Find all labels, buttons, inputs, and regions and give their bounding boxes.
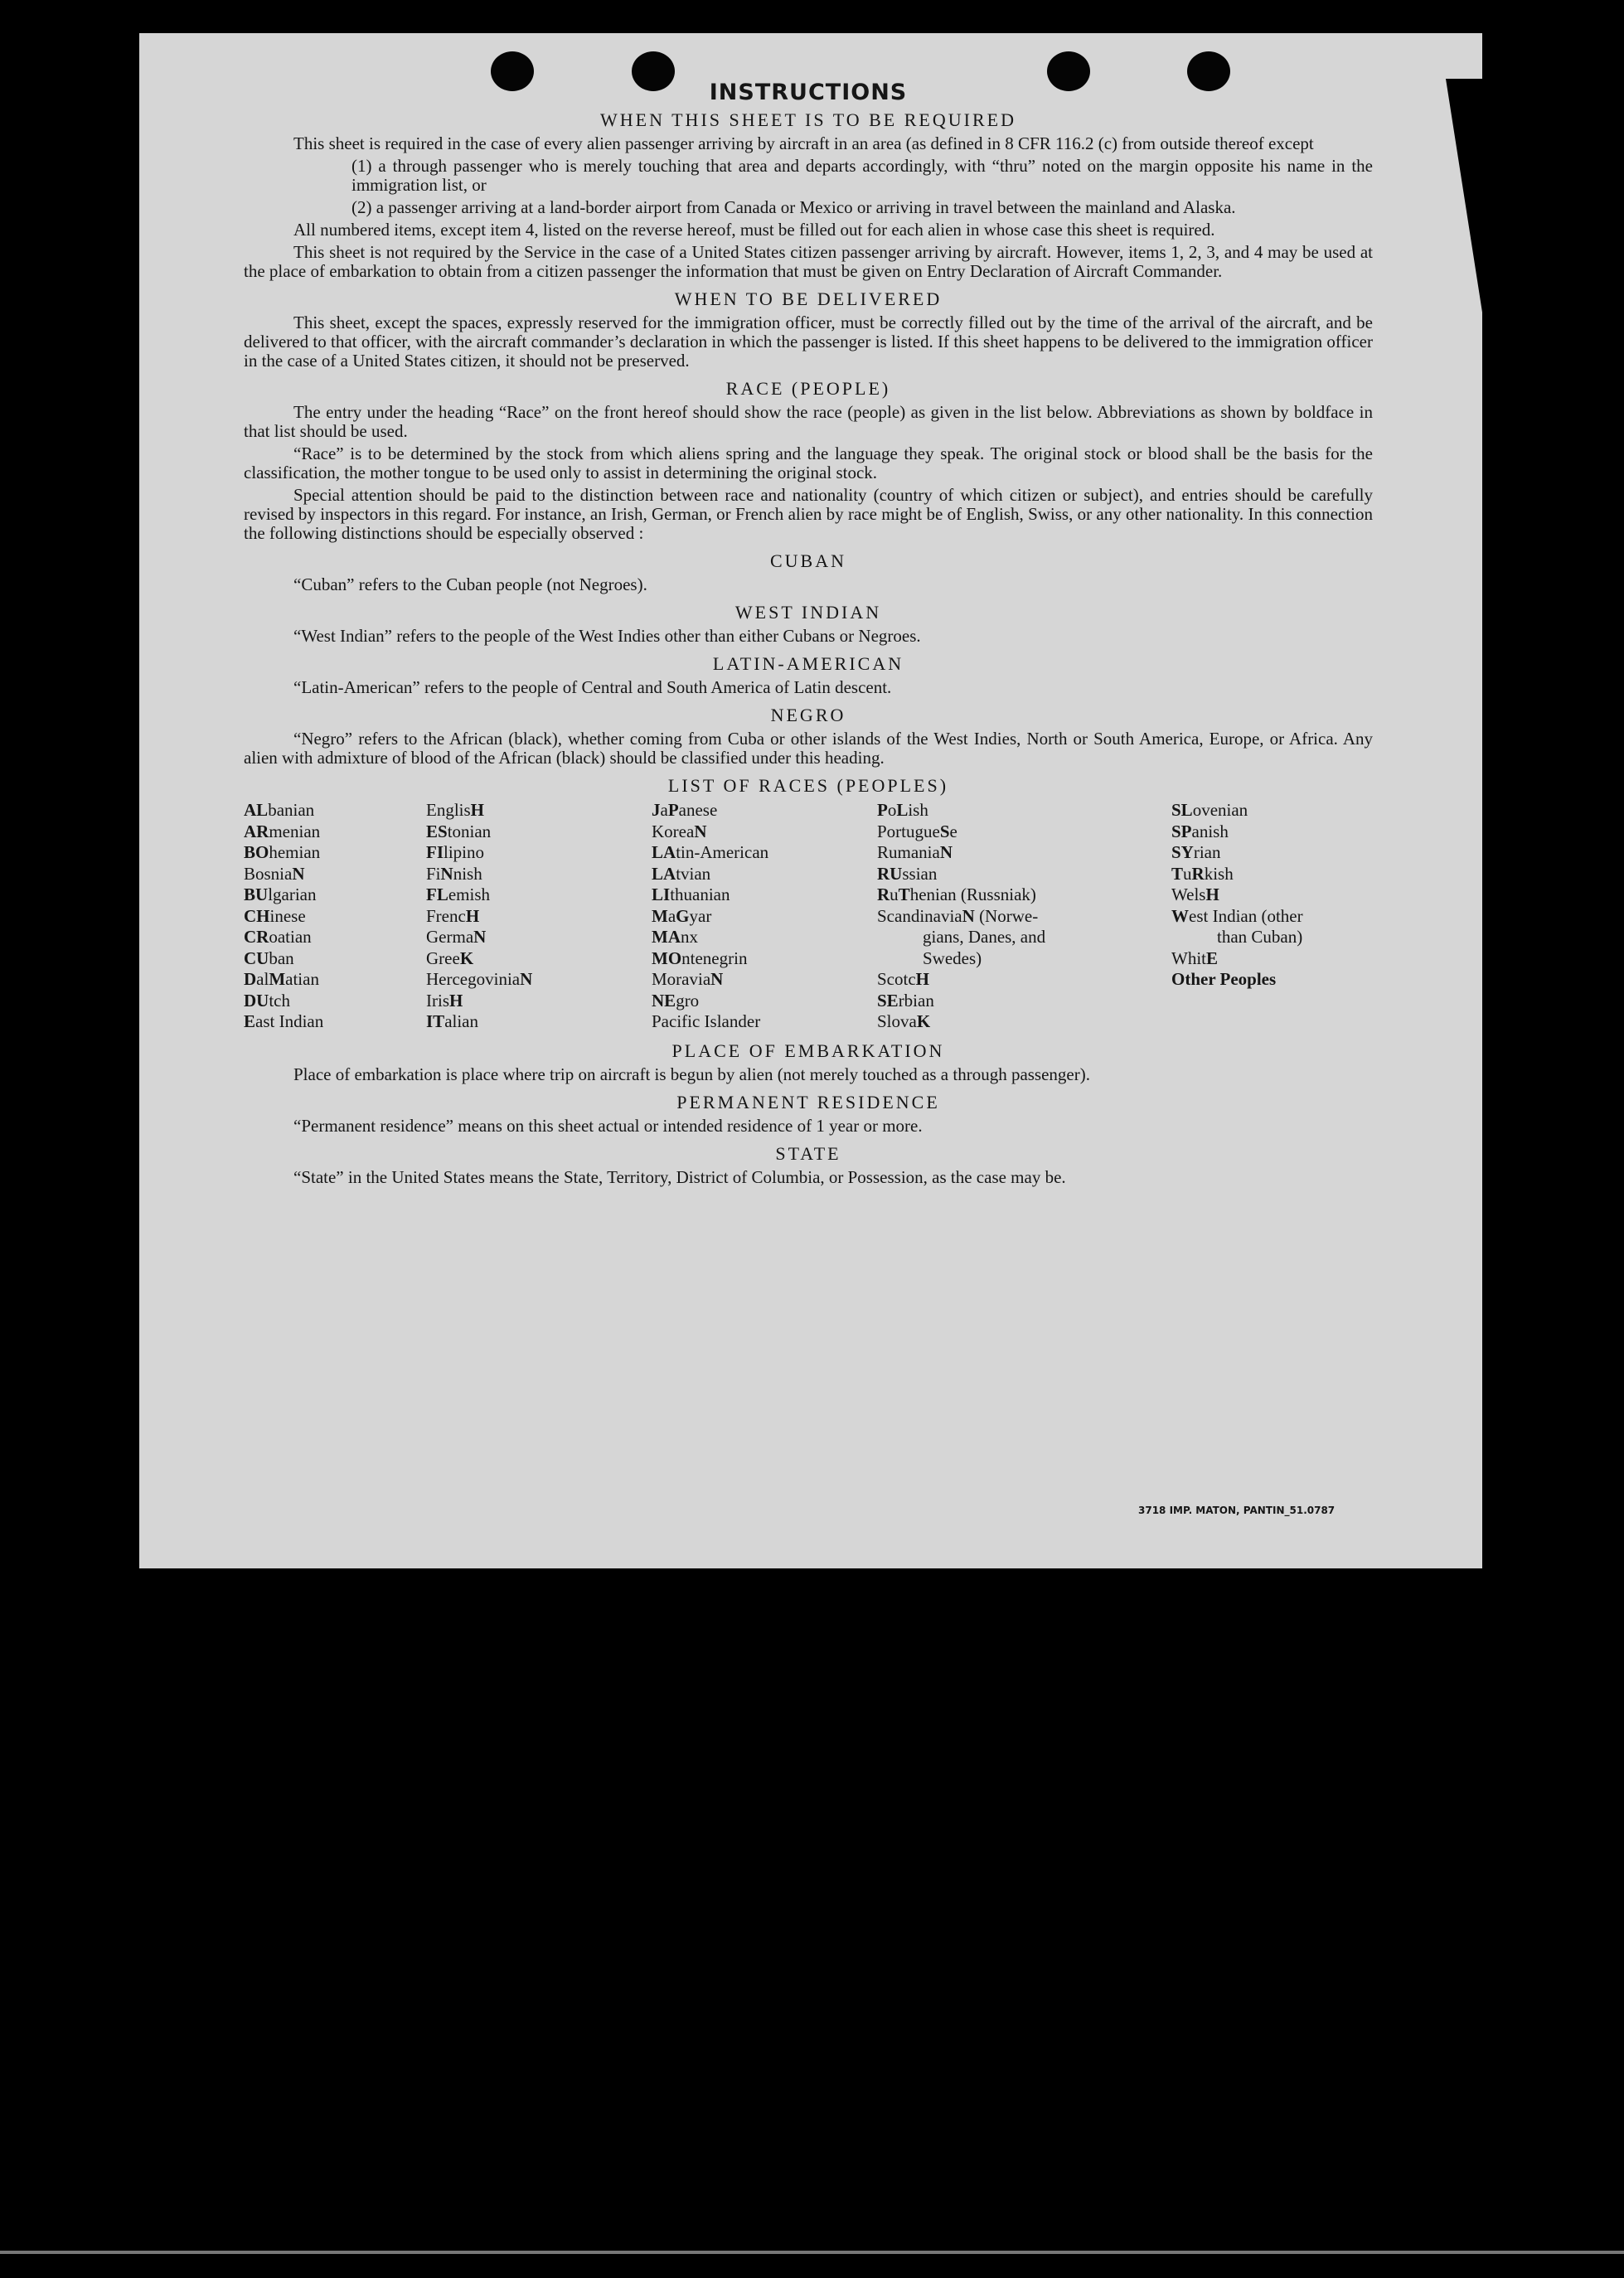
race-item: MAnx (652, 927, 698, 947)
race-item: Swedes) (923, 948, 982, 968)
list-item: (2) a passenger arriving at a land-border airport from Canada or Mexico or arriving in travel between the mainland and Alaska. (351, 197, 1236, 217)
paragraph: “Negro” refers to the African (black), whether coming from Cuba or other islands of the West Indies, North or South America, Europe, or Africa. Any alien with admixture of blood of the African (black) should be classified under this heading. (244, 729, 1373, 768)
race-item: ScandinaviaN (Norwe- (877, 905, 1039, 926)
race-item: NEgro (652, 990, 700, 1011)
race-item: East Indian (244, 1011, 324, 1031)
film-strip-edge (0, 2251, 1624, 2254)
section-heading: STATE (775, 1142, 841, 1164)
race-item: ARmenian (244, 821, 321, 841)
race-item: ScotcH (877, 969, 929, 989)
races-column (244, 800, 426, 1033)
race-item: CHinese (244, 905, 306, 926)
races-column (877, 800, 1171, 1033)
race-item: FiNnish (426, 863, 482, 884)
race-item: West Indian (other (1171, 905, 1303, 926)
race-item: PoLish (877, 800, 928, 820)
race-item: than Cuban) (1217, 927, 1303, 947)
race-item: RUssian (877, 863, 938, 884)
races-column (652, 800, 877, 1033)
race-item: SlovaK (877, 1011, 931, 1031)
race-item: LAtvian (652, 863, 711, 884)
race-item: MOntenegrin (652, 948, 748, 968)
page-title: INSTRUCTIONS (709, 80, 908, 105)
paragraph: This sheet is required in the case of every alien passenger arriving by aircraft in an area (as defined in 8 CFR 116.2 (c) from outside thereof except (293, 133, 1314, 153)
paragraph: Special attention should be paid to the distinction between race and nationality (country of which citizen or subject), and entries should be carefully revised by inspectors in this regard. For instance, an Irish, German, or French alien by race might be of English, Swiss, or any other nationality. In this connection the following distinctions should be especially observed : (244, 485, 1373, 543)
paragraph: This sheet is not required by the Service in the case of a United States citizen passenger arriving by aircraft. However, items 1, 2, 3, and 4 may be used at the place of embarkation to obtain from a citizen passenger the information that must be given on Entry Declaration of Aircraft Commander. (244, 242, 1373, 281)
race-item: BosniaN (244, 863, 305, 884)
paragraph: “Cuban” refers to the Cuban people (not Negroes). (293, 574, 647, 594)
paragraph: “State” in the United States means the State, Territory, District of Columbia, or Possession, as the case may be. (293, 1166, 1066, 1187)
race-item: EnglisH (426, 800, 485, 820)
section-heading: WHEN THIS SHEET IS TO BE REQUIRED (600, 109, 1016, 130)
race-item: DalMatian (244, 969, 319, 989)
section-heading: PERMANENT RESIDENCE (676, 1091, 940, 1112)
section-heading: RACE (PEOPLE) (725, 378, 891, 399)
paragraph: This sheet, except the spaces, expressly reserved for the immigration officer, must be correctly filled out by the time of the arrival of the aircraft, and be delivered to that officer, with the aircraft commander’s declaration in which the passenger is listed. If this sheet happens to be delivered to the immigration officer in the case of a United States citizen, it should not be preserved. (244, 313, 1373, 371)
race-item: SPanish (1171, 821, 1229, 841)
section-heading: WHEN TO BE DELIVERED (674, 288, 943, 309)
race-item: MaGyar (652, 905, 712, 926)
race-item: EStonian (426, 821, 492, 841)
section-heading: LIST OF RACES (PEOPLES) (667, 775, 949, 796)
paragraph: “Race” is to be determined by the stock from which aliens spring and the language they speak. The original stock or blood shall be the basis for the classification, the mother tongue to be used only to assist in determining the original stock. (244, 443, 1373, 482)
race-item: HercegoviniaN (426, 969, 533, 989)
race-item: BOhemian (244, 842, 321, 862)
race-item: RumaniaN (877, 842, 953, 862)
race-item: PortugueSe (877, 821, 957, 841)
race-item: TuRkish (1171, 863, 1234, 884)
race-item: WhitE (1171, 948, 1219, 968)
race-item: FLemish (426, 885, 491, 904)
race-item: SErbian (877, 990, 934, 1011)
race-item: IrisH (426, 990, 463, 1011)
document-sheet (139, 33, 1482, 1568)
race-item: ALbanian (244, 800, 315, 820)
printer-code: 3718 IMP. MATON, PANTIN_51.0787 (1138, 1505, 1336, 1516)
race-item: GermaN (426, 927, 487, 947)
race-item: FrencH (426, 905, 480, 926)
paragraph: “Latin-American” refers to the people of Central and South America of Latin descent. (293, 677, 892, 697)
races-column (1171, 800, 1373, 1033)
section-heading: NEGRO (770, 705, 846, 725)
paragraph: “West Indian” refers to the people of the West Indies other than either Cubans or Negroes. (293, 626, 921, 646)
section-heading: PLACE OF EMBARKATION (671, 1040, 945, 1061)
race-item: DUtch (244, 990, 290, 1011)
race-item: MoraviaN (652, 969, 724, 989)
races-column (426, 800, 652, 1033)
document-content (244, 80, 1373, 1190)
race-item: BUlgarian (244, 885, 317, 904)
torn-edge (1446, 79, 1487, 344)
race-item: LIthuanian (652, 885, 730, 904)
paragraph: The entry under the heading “Race” on the front hereof should show the race (people) as given in the list below. Abbreviations as shown by boldface in that list should be used. (244, 402, 1373, 441)
races-list (244, 800, 1373, 1033)
paragraph: Place of embarkation is place where trip on aircraft is begun by alien (not merely touched as a through passenger). (293, 1064, 1090, 1084)
race-item: WelsH (1171, 885, 1219, 904)
race-item: CUban (244, 948, 294, 968)
race-item: Other Peoples (1171, 969, 1277, 989)
race-item: RuThenian (Russniak) (877, 885, 1036, 904)
race-item: gians, Danes, and (923, 927, 1046, 947)
race-item: ITalian (426, 1011, 478, 1031)
race-item: CRoatian (244, 927, 312, 947)
paragraph: All numbered items, except item 4, listed on the reverse hereof, must be filled out for each alien in whose case this sheet is required. (293, 220, 1215, 240)
race-item: JaPanese (652, 800, 718, 820)
section-heading: LATIN-AMERICAN (712, 653, 904, 674)
race-item: GreeK (426, 948, 474, 968)
race-item: SYrian (1171, 842, 1221, 862)
race-item: SLovenian (1171, 800, 1248, 820)
list-item: (1) a through passenger who is merely touching that area and departs accordingly, with “thru” noted on the margin opposite his name in the immigration list, or (351, 156, 1373, 195)
section-heading: CUBAN (769, 550, 846, 571)
race-item: KoreaN (652, 821, 707, 841)
section-heading: WEST INDIAN (734, 602, 882, 623)
race-item: Pacific Islander (652, 1011, 761, 1031)
race-item: LAtin-American (652, 842, 769, 862)
paragraph: “Permanent residence” means on this sheet actual or intended residence of 1 year or more. (293, 1115, 923, 1136)
race-item: FIlipino (426, 842, 485, 862)
